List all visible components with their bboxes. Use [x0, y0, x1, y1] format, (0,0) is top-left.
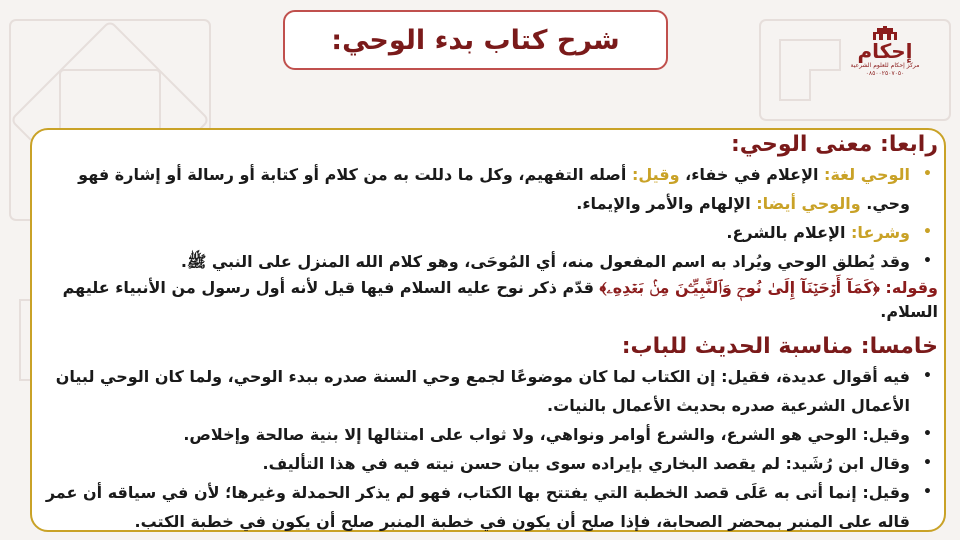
logo-phone: ٠٨٥٠٠٢٥٠٧٠٥٠	[865, 70, 905, 77]
section-4-heading: رابعا: معنى الوحي:	[730, 132, 938, 157]
list-item	[42, 160, 938, 218]
quote-lead: وقوله:	[879, 278, 938, 297]
list-item	[42, 362, 938, 420]
list-item	[42, 420, 938, 449]
definition-text: الإعلام في خفاء،	[679, 165, 825, 184]
section-4-list	[42, 160, 938, 276]
list-item	[42, 247, 938, 276]
definition-text: أصله التفهيم، وكل ما دللت به من كلام أو كتابة أو رسالة أو إشارة فهو وحي.	[78, 165, 910, 213]
content	[42, 130, 938, 536]
term-label: والوحي أيضا:	[756, 194, 861, 213]
term-label: وشرعا:	[851, 223, 910, 242]
list-item-text: وقال ابن رُشَيد: لم يقصد البخاري بإيراده سوى بيان حسن نيته فيه في هذا التأليف.	[262, 454, 910, 473]
bullet-icon: •	[923, 166, 932, 182]
quote-explanation: قدّم ذكر نوح عليه السلام فيها قيل لأنه أول رسول من الأنبياء عليهم السلام.	[62, 278, 938, 321]
list-item-text: وقيل: إنما أتى به عَلَى قصد الخطبة التي يفتتح بها الكتاب، فهو لم يذكر الحمدلة وغيرها؛ لأن في سياقه أن عمر قاله على المنبر بمحضر الصحابة، فإذا صلح أن يكون في خطبة المنبر صلح أن يكون في خطبة الكتب.	[45, 483, 910, 531]
ihkam-logo-emblem-icon	[871, 26, 899, 40]
logo-name: إحكام	[857, 39, 913, 63]
definition-text: الإعلام بالشرع.	[726, 223, 852, 242]
section-5-heading: خامسا: مناسبة الحديث للباب:	[621, 334, 938, 359]
list-item	[42, 218, 938, 247]
bullet-icon: •	[923, 224, 932, 240]
term-label: وقيل:	[631, 165, 680, 184]
bullet-icon: •	[923, 253, 932, 269]
list-item	[42, 449, 938, 478]
bullet-icon: •	[923, 484, 932, 500]
title-box	[283, 10, 668, 70]
term-label: الوحي لغة:	[824, 165, 910, 184]
list-item	[42, 478, 938, 536]
list-item-text: وقيل: الوحي هو الشرع، والشرع أوامر ونواهي، ولا ثواب على امتثالها إلا بنية صالحة وإخلاص.	[183, 425, 910, 444]
bullet-icon: •	[923, 368, 932, 384]
quote-line	[42, 276, 938, 324]
definition-text: الإلهام والأمر والإيماء.	[576, 194, 757, 213]
page-title: شرح كتاب بدء الوحي:	[331, 24, 620, 56]
list-item-text: فيه أقوال عديدة، فقيل: إن الكتاب لما كان موضوعًا لجمع وحي السنة صدره ببدء الوحي، ولما كان الوحي لبيان الأعمال الشرعية صدره بحديث الأعمال بالنيات.	[55, 367, 910, 415]
quran-verse: ﴿كَمَآ أَوۡحَيۡنَآ إِلَىٰ نُوحٖ وَٱلنَّبِيِّـۧنَ مِنۢ بَعۡدِهِۦ﴾	[599, 278, 880, 297]
section-5-list	[42, 362, 938, 536]
logo-subtitle: مركز إحكام للعلوم الشرعية	[850, 62, 920, 69]
bullet-icon: •	[923, 426, 932, 442]
bullet-icon: •	[923, 455, 932, 471]
logo	[845, 26, 925, 96]
definition-text: وقد يُطلق الوحي ويُراد به اسم المفعول منه، أي المُوحَى، وهو كلام الله المنزل على النبي ﷺ.	[180, 252, 910, 271]
